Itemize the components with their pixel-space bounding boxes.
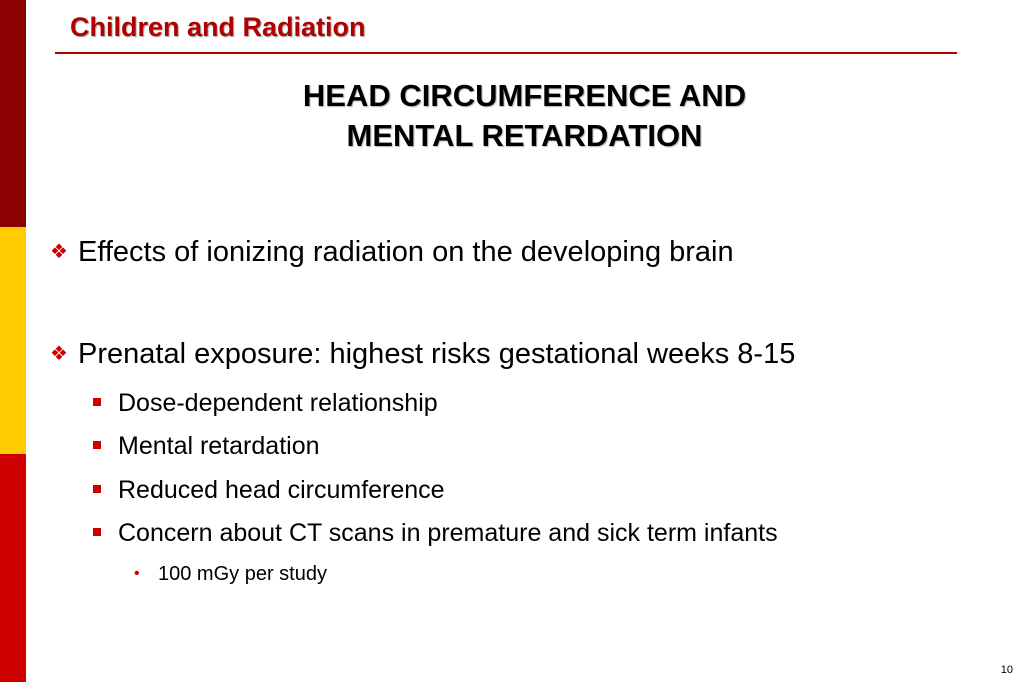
diamond-bullet-icon: ❖ [50,241,68,263]
square-bullet-icon [93,519,118,548]
sub-sub-bullet-item [134,563,327,586]
slide-title-line-2: MENTAL RETARDATION [346,118,703,153]
bullet-text: Effects of ionizing radiation on the developing brain [78,236,734,268]
sub-bullet-item [93,519,778,548]
sub-bullet-text: Concern about CT scans in premature and sick term infants [118,519,778,547]
diamond-bullet-icon: ❖ [50,343,68,365]
sub-bullet-text: Reduced head circumference [118,476,445,504]
slide-title [26,76,1023,156]
header-title: Children and Radiation [70,12,366,42]
dot-bullet-icon: • [134,565,140,582]
square-bullet-icon [93,476,118,505]
side-band-dark-red [0,0,26,227]
sub-bullet-item [93,476,445,505]
square-bullet-icon [93,432,118,461]
sub-sub-bullet-text: 100 mGy per study [158,563,327,585]
side-band-yellow [0,227,26,454]
bullet-item [50,338,795,371]
bullet-text: Prenatal exposure: highest risks gestational weeks 8-15 [78,338,796,370]
bullet-item [50,236,734,269]
header-divider [55,52,957,54]
sub-bullet-text: Mental retardation [118,432,320,460]
side-band-red [0,454,26,682]
sub-bullet-item [93,389,438,418]
slide-title-line-1: HEAD CIRCUMFERENCE AND [302,78,747,113]
sub-bullet-text: Dose-dependent relationship [118,389,438,417]
square-bullet-icon [93,389,118,418]
page-number: 10 [1000,664,1013,676]
sub-bullet-item [93,432,320,461]
